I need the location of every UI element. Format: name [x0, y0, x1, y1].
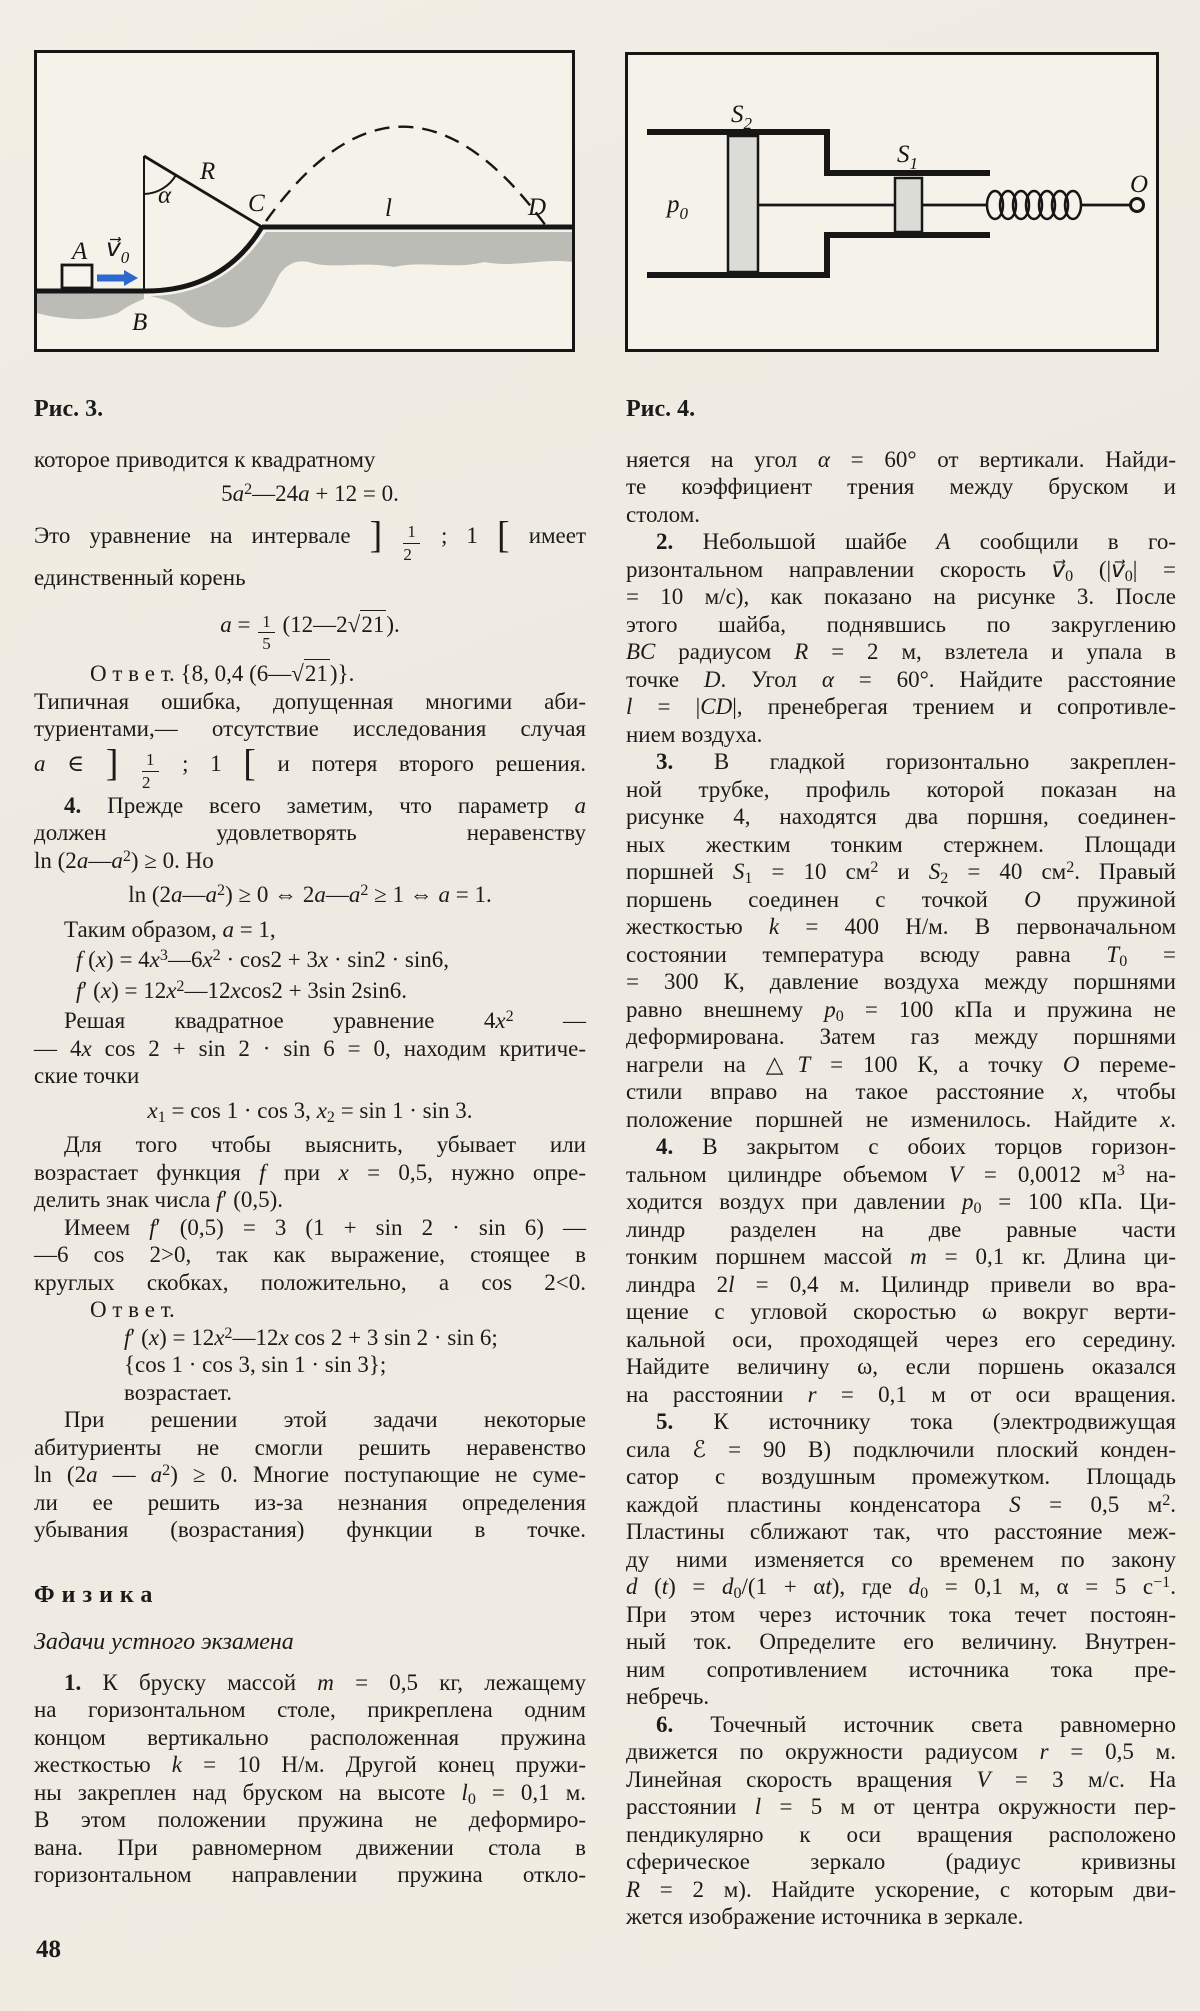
- text-line: положение поршней не изменилось. Найдите x.: [626, 1106, 1176, 1132]
- text-line: 3. В гладкой горизонтально закреплен-: [656, 749, 1176, 774]
- text-line: жется изображение источника в зеркале.: [626, 1904, 1024, 1929]
- text-line: няется на угол α = 60° от вертикали. Найди-: [626, 446, 1176, 472]
- text-line: Рис. 4.: [626, 396, 696, 422]
- label-p0: $p_0$: [667, 191, 688, 223]
- figure-4-frame: [627, 54, 1158, 351]
- text-line: R = 2 м). Найдите ускорение, с которым дви-: [626, 1876, 1176, 1902]
- text-line: концом вертикально расположенная пружина: [34, 1724, 586, 1750]
- text-line: 4. В закрытом с обоих торцов горизон-: [656, 1134, 1176, 1159]
- text-line: $\ln (2a—a^2) \ge 0$. Но: [34, 847, 214, 873]
- text-line: Физика: [34, 1581, 160, 1608]
- text-line: ские точки: [34, 1063, 140, 1089]
- text-line: —6 cos 2>0, так как выражение, стоящее в: [34, 1242, 586, 1268]
- text-line: состоянии температура всюду равна $T_0$ =: [626, 941, 1176, 970]
- text-line: — 4x cos 2 + sin 2 · sin 6 = 0, находим критиче-: [34, 1035, 587, 1061]
- text-line: абитуриенты не смогли решить неравенство: [34, 1434, 586, 1460]
- text-line: точке D. Угол α = 60°. Найдите расстояние: [626, 666, 1176, 692]
- text-line: l = |CD|, пренебрегая трением и сопротивле-: [626, 694, 1176, 719]
- text-line: рисунке 4, находятся два поршня, соединен-: [626, 804, 1176, 829]
- text-line: ризонтальном направлении скорость $v⃗_0$ ($|v⃗_0|$ =: [626, 556, 1177, 585]
- text-line: возрастает.: [124, 1379, 233, 1405]
- text-line: расстоянии l = 5 м от центра окружности пер-: [626, 1794, 1176, 1819]
- text-line: {cos 1 · cos 3, sin 1 · sin 3};: [124, 1352, 387, 1378]
- text-line: При решении этой задачи некоторые: [64, 1407, 586, 1433]
- text-line: туриентами,— отсутствие исследования случая: [34, 716, 586, 742]
- text-line: вана. При равномерном движении стола в: [34, 1834, 586, 1860]
- label-a: A: [72, 238, 88, 265]
- text-line: пендикулярно к оси вращения расположено: [626, 1821, 1176, 1847]
- label-alpha: α: [158, 182, 172, 209]
- text-line: тонким поршнем массой m = 0,1 кг. Длина ци-: [626, 1244, 1176, 1269]
- label-r: R: [200, 158, 216, 185]
- text-line: = 10 м/с), как показано на рисунке 3. После: [626, 584, 1176, 609]
- text-line: $\ln (2a—a^2) \ge 0$ ⇔ $2a—a^2 \ge 1$ ⇔ a = 1.: [128, 882, 492, 908]
- text-line: на расстоянии r = 0,1 м от оси вращения.: [626, 1381, 1176, 1407]
- text-line: ln (2a — $a^2) \ge 0$. Многие поступающие не суме-: [34, 1462, 586, 1488]
- text-line: сила ℰ = 90 В) подключили плоский конден-: [626, 1436, 1176, 1462]
- text-line: нием воздуха.: [626, 721, 763, 747]
- text-line: При этом через источник тока течет постоян-: [626, 1601, 1176, 1627]
- text-line: f $(x) = 4x^3—6x^2 \cdot \cos 2 + 3x \cdot \sin 2 \cdot \sin 6$,: [76, 947, 449, 973]
- piston-s1: [895, 178, 922, 232]
- text-line: Рис. 3.: [34, 396, 104, 422]
- text-line: 1. К бруску массой m = 0,5 кг, лежащему: [64, 1669, 586, 1695]
- text-line: равно внешнему $p_0 = 100$ кПа и пружина не: [626, 996, 1176, 1025]
- text-line: ных жестким тонким стержнем. Площади: [626, 831, 1176, 857]
- figure-4: [625, 52, 1159, 352]
- text-line: те коэффициент трения между бруском и: [626, 474, 1176, 499]
- text-line: ли ее решить из-за незнания определения: [34, 1489, 586, 1515]
- label-v0: $v⃗_0$: [106, 235, 130, 267]
- text-line: О т в е т.: [90, 1297, 175, 1323]
- text-line: делить знак числа f′ (0,5).: [34, 1187, 284, 1213]
- text-line: линдра 2l = 0,4 м. Цилиндр привели во вра-: [626, 1271, 1176, 1297]
- text-line: столом.: [626, 501, 700, 527]
- text-line: Таким образом, a = 1,: [64, 916, 276, 942]
- text-line: Это уравнение на интервале ] $\frac{1}{2}$ ; 1 [ имеет: [34, 514, 587, 564]
- text-line: ду ними изменяется со временем по закону: [626, 1546, 1176, 1572]
- text-line: Типичная ошибка, допущенная многими аби-: [34, 688, 586, 714]
- page-number: 48: [36, 1936, 61, 1963]
- text-line: тальном цилиндре объемом V = 0,0012 $м^3$ на-: [626, 1161, 1176, 1187]
- right-column: [626, 396, 1176, 1931]
- text-line: Решая квадратное уравнение $4x^2$ —: [64, 1008, 587, 1034]
- text-line: круглых скобках, положительно, а cos 2<0.: [34, 1269, 586, 1295]
- figure-3: [34, 50, 575, 352]
- text-line: ходится воздух при давлении $p_0 = 100$ кПа. Ци-: [626, 1189, 1176, 1218]
- text-line: сатор с воздушным промежутком. Площадь: [626, 1464, 1176, 1489]
- text-line: сферическое зеркало (радиус кривизны: [626, 1849, 1176, 1874]
- text-line: 4. Прежде всего заметим, что параметр a: [64, 792, 586, 818]
- text-line: щение с угловой скоростью ω вокруг верти-: [626, 1299, 1176, 1324]
- text-line: поршень соединен с точкой O пружиной: [626, 886, 1176, 912]
- point-o-circle: [1131, 199, 1144, 212]
- text-line: ним сопротивлением источника тока пре-: [626, 1656, 1176, 1682]
- text-line: = 300 К, давление воздуха между поршнями: [626, 969, 1176, 994]
- text-line: нагрели на △T = 100 К, а точку O переме-: [626, 1051, 1176, 1077]
- text-line: Пластины сближают так, что расстояние меж-: [626, 1519, 1176, 1544]
- text-line: жесткостью k = 10 Н/м. Другой конец пружи-: [34, 1752, 587, 1778]
- text-line: жесткостью k = 400 Н/м. В первоначальном: [626, 914, 1177, 939]
- text-line: ной трубке, профиль которой показан на: [626, 776, 1176, 802]
- label-l: l: [385, 195, 392, 222]
- label-b: B: [132, 309, 148, 336]
- text-line: $5a^2—24a + 12 = 0$.: [221, 480, 399, 506]
- label-o: O: [1130, 171, 1149, 198]
- text-line: Задачи устного экзамена: [34, 1629, 294, 1656]
- text-line: деформирована. Затем газ между поршнями: [626, 1024, 1176, 1049]
- text-line: возрастает функция f при x = 0,5, нужно опре-: [34, 1159, 587, 1185]
- label-s1: $S_1$: [897, 141, 918, 173]
- text-line: этого шайба, поднявшись по закруглению: [626, 611, 1176, 637]
- text-line: Для того чтобы выяснить, убывает или: [64, 1132, 586, 1158]
- text-line: ный ток. Определите его величину. Внутрен-: [626, 1629, 1176, 1654]
- text-line: небречь.: [626, 1684, 710, 1709]
- text-line: на горизонтальном столе, прикреплена одним: [34, 1697, 586, 1723]
- text-line: единственный корень: [34, 564, 246, 590]
- text-line: движется по окружности радиусом r = 0,5 м.: [626, 1739, 1176, 1764]
- text-line: линдр разделен на две равные части: [626, 1216, 1176, 1242]
- text-line: d $(t) = d_0/(1 + \alpha t)$, где $d_0 = 0,1$ м, α = 5 $с^{-1}$.: [626, 1573, 1176, 1603]
- piston-s2: [728, 136, 758, 272]
- text-line: BC радиусом R = 2 м, взлетела и упала в: [626, 639, 1176, 664]
- text-line: a ∈ ] $\frac{1}{2}$ ; 1 [ и потеря второго решения.: [34, 742, 587, 792]
- text-line: должен удовлетворять неравенству: [34, 820, 586, 846]
- text-line: каждой пластины конденсатора S = 0,5 $м^2$.: [626, 1491, 1176, 1517]
- block-a: [62, 265, 92, 288]
- text-line: $x_1 = \cos 1 \cdot \cos 3$, $x_2 = \sin 1 \cdot \sin 3$.: [147, 1097, 473, 1126]
- text-line: которое приводится к квадратному: [34, 446, 376, 472]
- text-line: горизонтальном направлении пружина откло-: [34, 1862, 586, 1888]
- text-line: кальной оси, проходящей через его середину.: [626, 1326, 1176, 1352]
- text-line: Линейная скорость вращения V = 3 м/с. На: [626, 1766, 1176, 1792]
- text-line: убывания (возрастания) функции в точке.: [34, 1517, 586, 1543]
- text-line: a = $\frac{1}{5}$ (12—2√21).: [220, 611, 400, 654]
- text-line: стили вправо на такое расстояние x, чтобы: [626, 1079, 1176, 1104]
- left-column: [34, 396, 586, 1889]
- text-line: f′ $(x) = 12x^2—12xcos2 + 3\sin$ 2sin6.: [76, 977, 407, 1003]
- label-s2: $S_2$: [731, 101, 752, 133]
- text-line: 2. Небольшой шайбе A сообщили в го-: [656, 529, 1176, 554]
- label-d: D: [528, 194, 547, 221]
- text-line: 6. Точечный источник света равномерно: [656, 1711, 1176, 1737]
- text-line: ны закреплен над бруском на высоте $l_0 = 0,1$ м.: [34, 1779, 586, 1808]
- text-line: поршней $S_1 = 10$ $см^2$ и $S_2 = 40$ $см^2$. Правый: [626, 858, 1176, 888]
- text-line: f′ $(x) = 12x^2—12x$ cos 2 + 3 sin 2 · sin 6;: [124, 1324, 498, 1350]
- label-c: C: [248, 190, 265, 217]
- text-line: Найдите величину ω, если поршень оказался: [626, 1354, 1176, 1379]
- text-line: В этом положении пружина не деформиро-: [34, 1807, 586, 1833]
- text-line: 5. К источнику тока (электродвижущая: [656, 1409, 1176, 1434]
- text-line: Имеем f′ (0,5) = 3 (1 + sin 2 · sin 6) —: [64, 1214, 586, 1240]
- text-line: О т в е т. {8, 0,4 (6—√21)}.: [90, 661, 355, 687]
